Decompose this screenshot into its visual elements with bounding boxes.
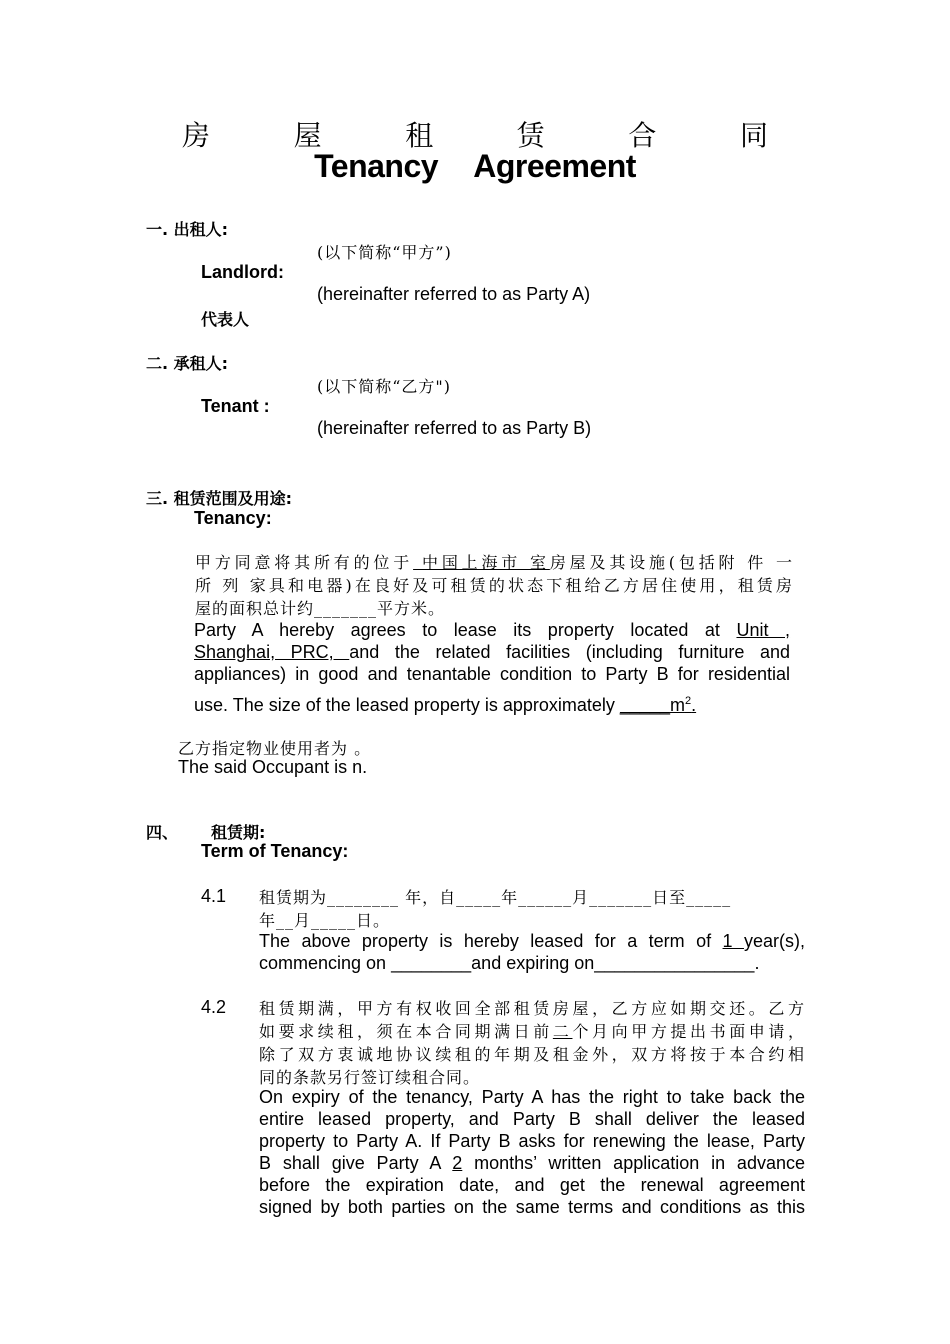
clause-line: appliances) in good and tenantable condition to Party B for residential [194,664,790,684]
landlord-label: Landlord: [201,262,284,282]
clause-line: use. The size of the leased property is approximately $\_\_\_\_\_m^2$. [194,695,697,715]
area-en-blank: $\_\_\_\_\_m^2$. [619,695,697,715]
property-address-blank: 中国上海市 室 [413,553,550,572]
clause-line: 除了双方衷诚地协议续租的年期及租金外，双方将按于本合约相 [259,1045,805,1064]
area-blank: _______ [314,599,378,618]
clause-line: before the expiration date, and get the renewal agreement [259,1175,805,1195]
term-years: 1 [722,931,744,951]
title-char: 合 [628,119,657,152]
occupant-cn: 乙方指定物业使用者为 。 [178,739,372,758]
party-b-cn-ref: (以下简称“乙方") [317,377,452,396]
section4-heading: 租赁期: [211,823,266,842]
party-a-cn-ref: (以下简称“甲方”) [317,243,452,262]
clause-line: 租赁期为________ 年，自_____年______月_______日至_____ [259,888,732,907]
title-english: Tenancy Agreement [314,148,636,184]
title-char: 屋 [293,119,322,152]
clause-line: Shanghai, PRC, and the related facilities (including furniture and [194,642,790,662]
section2-heading: 二. 承租人: [146,354,229,373]
start-date-blank: ________ [391,953,472,973]
title-char: 房 [182,119,211,152]
end-date-blank: ________________ [594,953,755,973]
clause-line: property to Party A. If Party B asks for renewing the lease, Party [259,1131,805,1151]
clause-line: 租赁期满，甲方有权收回全部租赁房屋，乙方应如期交还。乙方 [259,999,805,1018]
tenancy-clause-en [194,619,790,716]
clause-4-2-number: 4.2 [201,997,227,1017]
clause-line: signed by both parties on the same terms and conditions as this [259,1197,805,1217]
clause-line: entire leased property, and Party B shall deliver the leased [259,1109,805,1129]
occupant-en: The said Occupant is n. [178,757,368,777]
clause-4-2-en [259,1086,805,1218]
title-char: 租 [405,119,434,152]
section1-heading: 一. 出租人: [146,220,229,239]
clause-line: 年__月_____日。 [259,911,391,930]
clause-line: 屋的面积总计约_______平方米。 [195,599,446,618]
title-char: 同 [739,119,768,152]
clause-line: 甲方同意将其所有的位于 中国上海市 室房屋及其设施(包括附 件 一 [195,553,793,572]
representative-label: 代表人 [201,310,250,329]
title-char: 赁 [516,119,545,152]
clause-4-1-en [259,930,805,974]
clause-4-1-number: 4.1 [201,886,227,906]
clause-4-2-cn [259,997,805,1089]
clause-line: 如要求续租，须在本合同期满日前二个月向甲方提出书面申请， [259,1022,805,1041]
tenant-label: Tenant : [201,396,270,416]
term-label: Term of Tenancy: [201,841,349,861]
clause-line: B shall give Party A 2 months’ written application in advance [259,1153,805,1173]
clause-line: 同的条款另行签订续租合同。 [259,1068,481,1087]
party-b-en-ref: (hereinafter referred to as Party B) [317,418,592,438]
clause-line: 所 列 家具和电器)在良好及可租赁的状态下租给乙方居住使用，租赁房 [195,576,793,595]
section4-number: 四、 [146,823,179,842]
clause-line: On expiry of the tenancy, Party A has the right to take back the [259,1087,805,1107]
section3-heading: 三. 租赁范围及用途: [146,489,293,508]
address-en-blank: Shanghai, PRC, [194,642,350,662]
unit-blank: Unit , [736,620,791,640]
tenancy-label: Tenancy: [194,508,272,528]
notice-months-en: 2 [452,1153,463,1173]
notice-months-cn: 二 [552,1022,573,1041]
tenancy-clause-cn [195,551,793,620]
party-a-en-ref: (hereinafter referred to as Party A) [317,284,591,304]
clause-line: commencing on ________and expiring on________________. [259,953,760,973]
clause-line: The above property is hereby leased for a term of 1 year(s), [259,931,805,951]
clause-line: Party A hereby agrees to lease its property located at Unit , [194,620,791,640]
clause-4-1-cn [259,886,805,932]
